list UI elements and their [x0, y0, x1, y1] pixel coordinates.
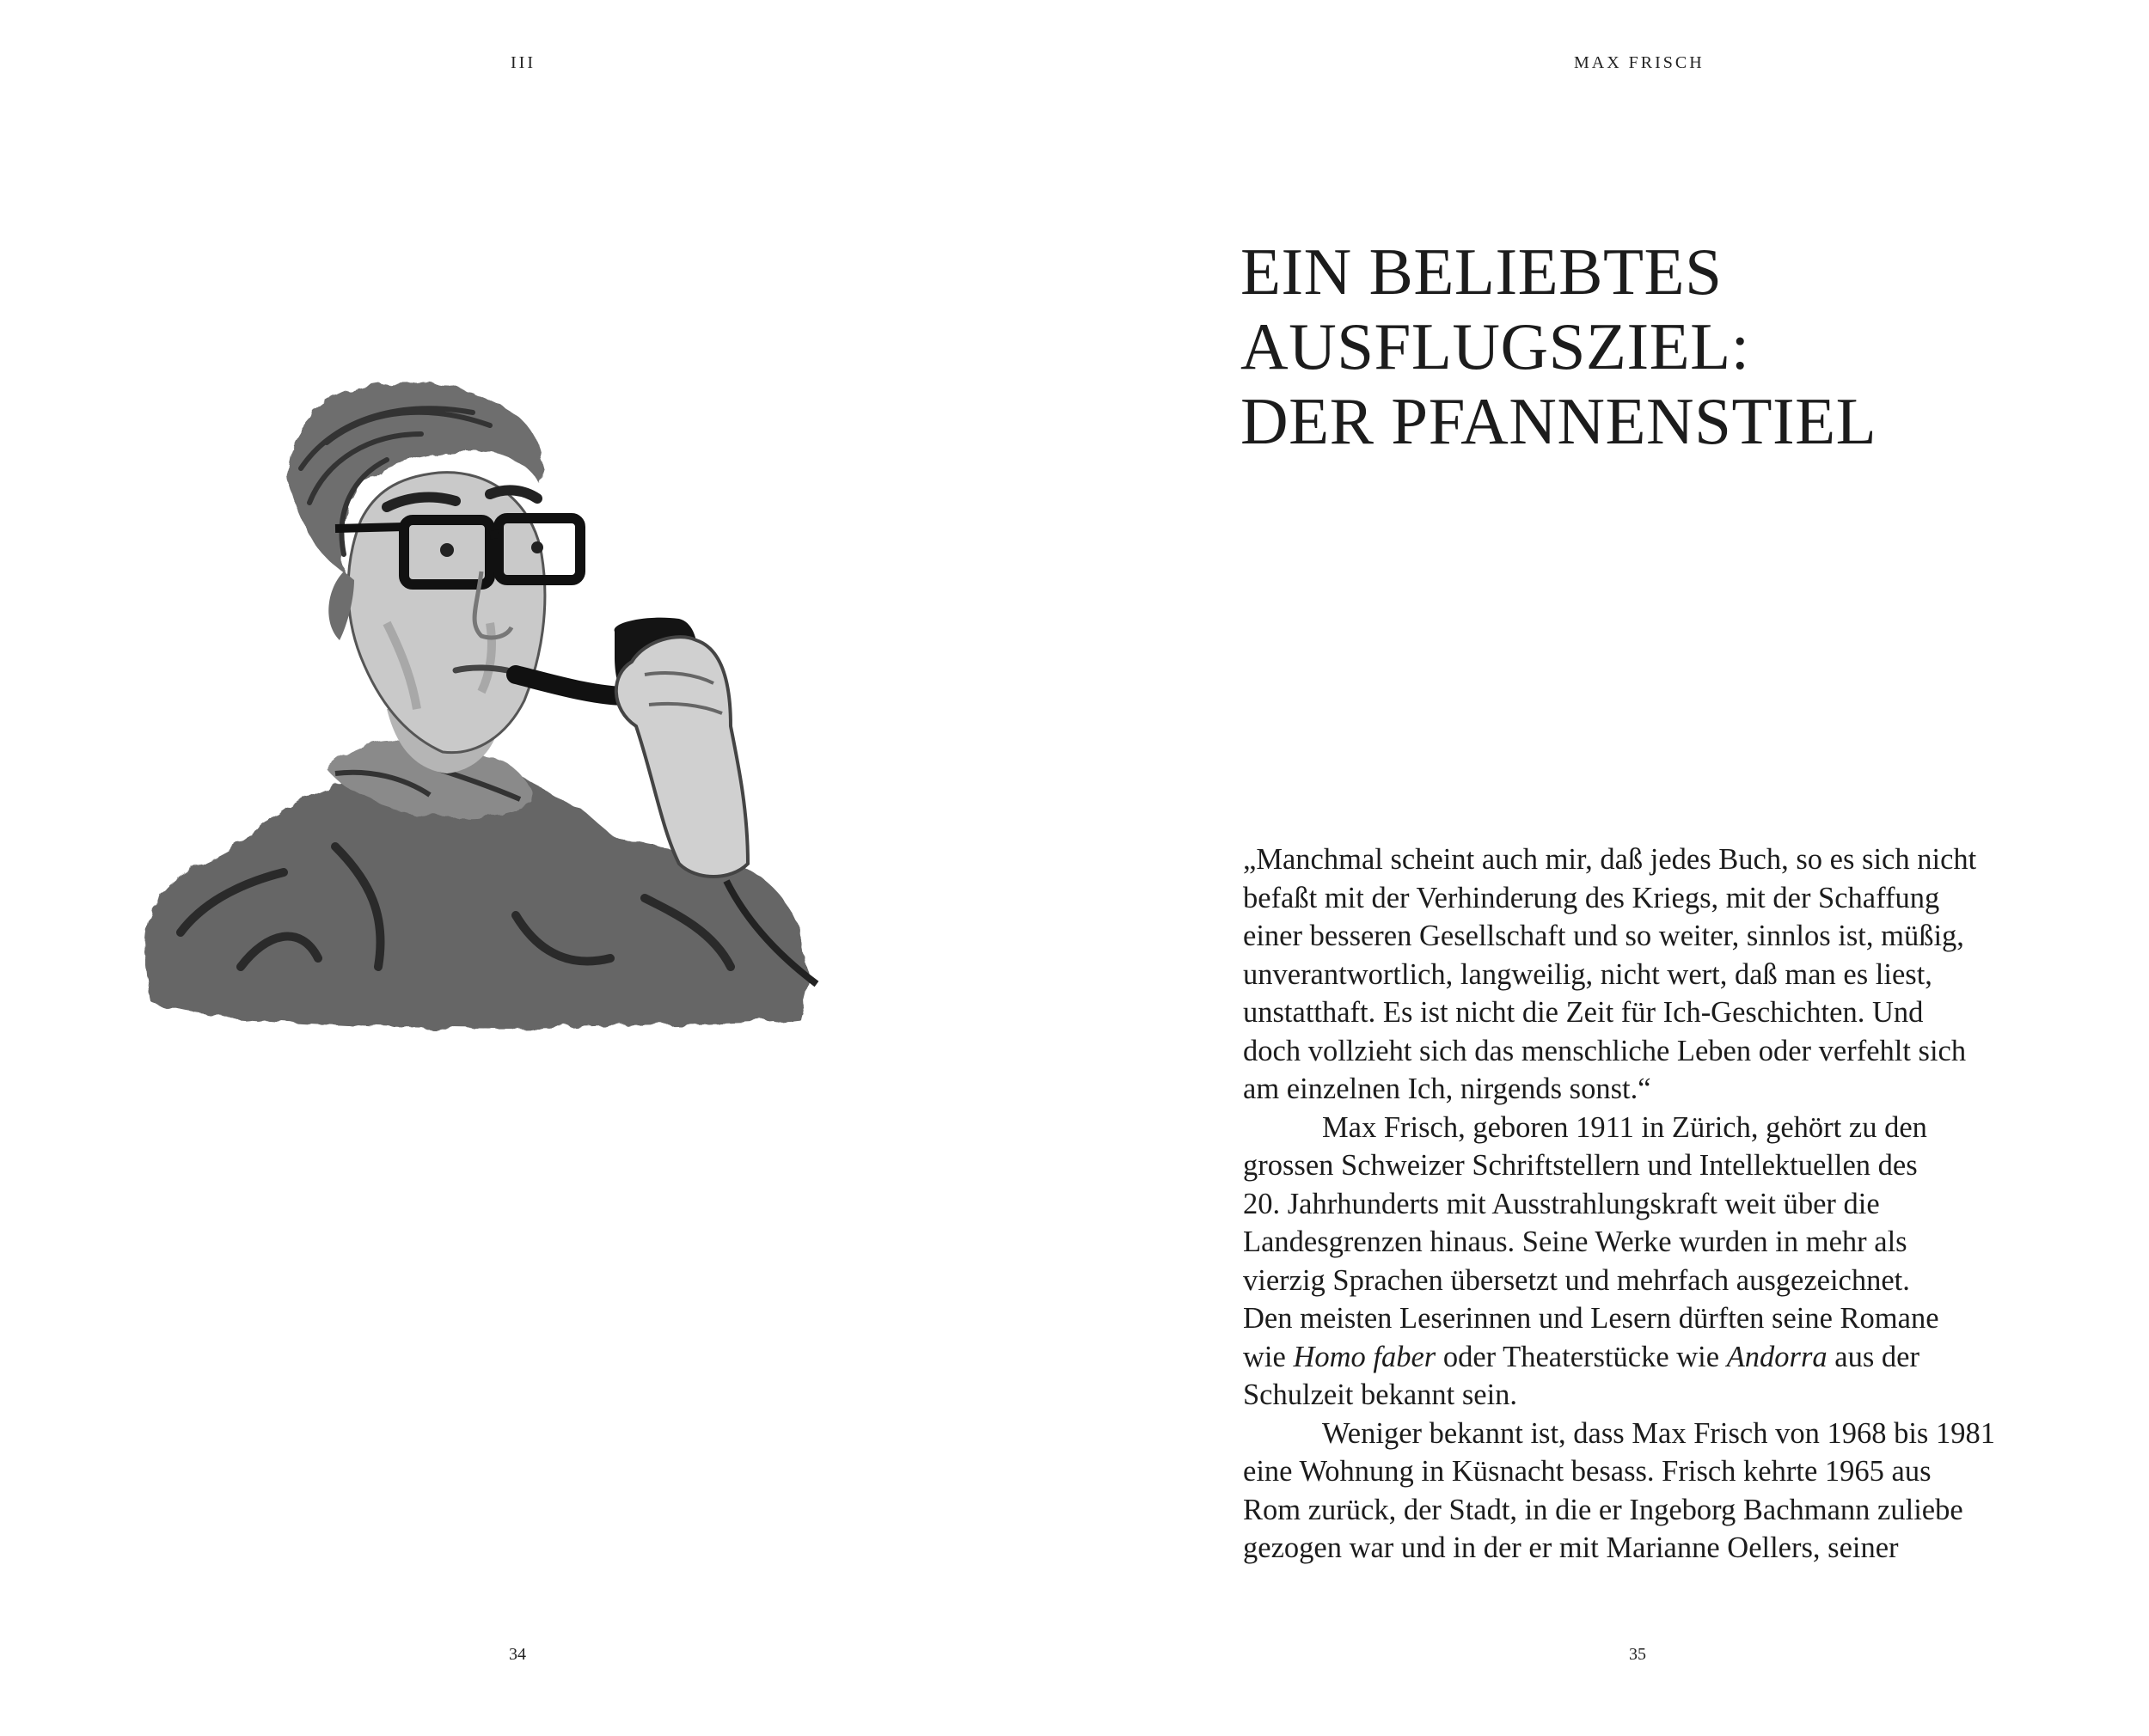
text-line: Schulzeit bekannt sein.	[1243, 1378, 1518, 1411]
text-line: befaßt mit der Verhinderung des Kriegs, mit der Schaffung	[1243, 881, 1940, 914]
title-line: EIN BELIEBTES	[1240, 235, 1723, 309]
right-page	[1074, 0, 2149, 1736]
text-line: „Manchmal scheint auch mir, daß jedes Buch, so es sich nicht	[1243, 843, 1977, 876]
text-line: gezogen war und in der er mit Marianne Oellers, seiner	[1243, 1531, 1899, 1564]
text-line: Landesgrenzen hinaus. Seine Werke wurden in mehr als	[1243, 1226, 1907, 1258]
text-line: eine Wohnung in Küsnacht besass. Frisch kehrte 1965 aus	[1243, 1455, 1932, 1488]
page-number-left: 34	[509, 1645, 526, 1664]
text-segment: oder Theaterstücke wie	[1436, 1340, 1727, 1373]
text-line: Den meisten Leserinnen und Lesern dürften seine Romane	[1243, 1302, 1939, 1335]
text-line: vierzig Sprachen übersetzt und mehrfach ausgezeichnet.	[1243, 1263, 1910, 1297]
text-line: grossen Schweizer Schriftstellern und Intellektuellen des	[1243, 1149, 1918, 1182]
body-text	[1243, 840, 2055, 1568]
title-line: DER PFANNENSTIEL	[1240, 384, 1877, 458]
text-segment: aus der	[1827, 1340, 1919, 1373]
chapter-title	[1240, 235, 1877, 459]
text-line: Rom zurück, der Stadt, in die er Ingeborg Bachmann zuliebe	[1243, 1493, 1963, 1526]
text-line-mixed	[1243, 1338, 2055, 1377]
text-line: Max Frisch, geboren 1911 in Zürich, gehört zu den	[1322, 1110, 1927, 1144]
title-line: AUSFLUGSZIEL:	[1240, 309, 1750, 383]
work-title-homo-faber: Homo faber	[1293, 1340, 1436, 1373]
left-page	[0, 0, 1074, 1736]
text-line: Weniger bekannt ist, dass Max Frisch von 1968 bis 1981	[1322, 1416, 1995, 1450]
page-number-right: 35	[1629, 1645, 1646, 1664]
work-title-andorra: Andorra	[1726, 1340, 1828, 1373]
portrait-illustration	[129, 365, 920, 1044]
text-line: unstatthaft. Es ist nicht die Zeit für Ich-Geschichten. Und	[1243, 996, 1924, 1029]
running-head-right: MAX FRISCH	[1574, 53, 1705, 72]
text-line: unverantwortlich, langweilig, nicht wert, daß man es liest,	[1243, 957, 1932, 991]
running-head-left: III	[511, 53, 536, 72]
text-line: doch vollzieht sich das menschliche Leben oder verfehlt sich	[1243, 1034, 1967, 1067]
text-line: 20. Jahrhunderts mit Ausstrahlungskraft weit über die	[1243, 1187, 1880, 1220]
text-line: am einzelnen Ich, nirgends sonst.“	[1243, 1073, 1651, 1105]
text-segment: wie	[1243, 1340, 1294, 1373]
text-line: einer besseren Gesellschaft und so weiter, sinnlos ist, müßig,	[1243, 920, 1964, 952]
